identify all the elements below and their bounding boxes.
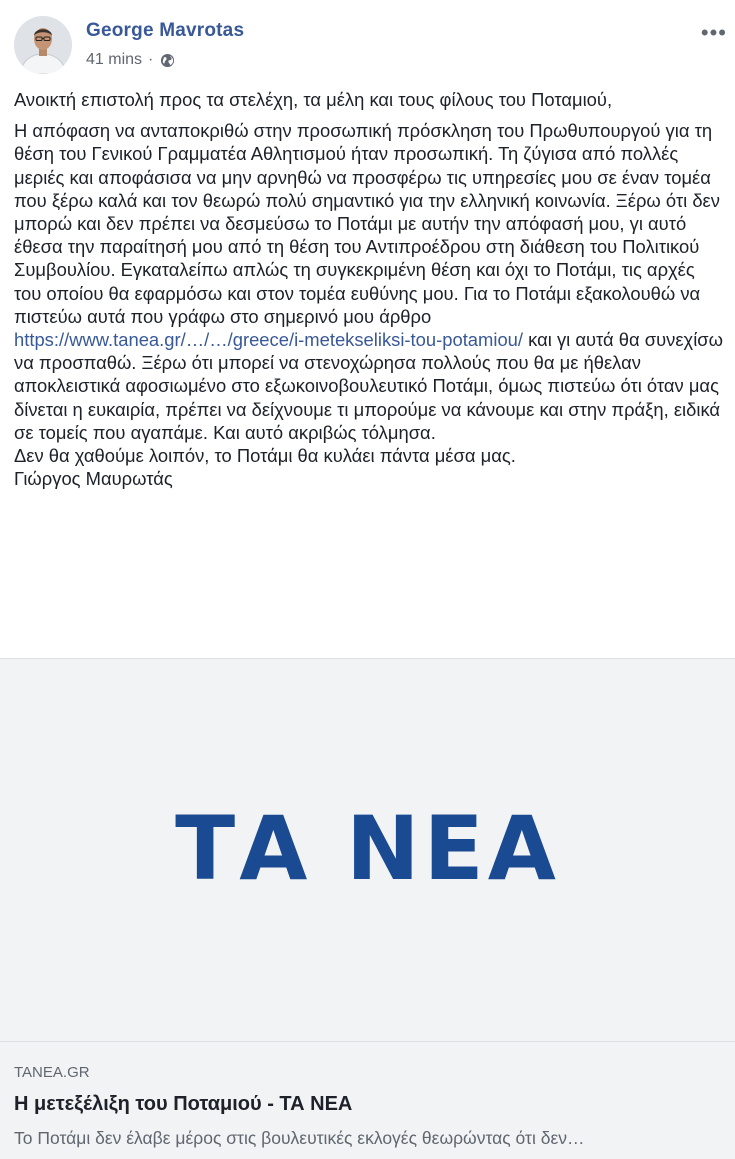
post-body-part-1: Η απόφαση να ανταποκριθώ στην προσωπική πρόσκληση του Πρωθυπουργού για τη θέση του Γενικού Γραμματέα Αθλητισμού ήταν προσωπική. Τη ζύγισα από πολλές μεριές και αποφάσισα να μην αρνηθώ να προσφέρω τις υπηρεσίες μου σε έναν τομέα που ξέρω καλά και τον θεωρώ πολύ σημαντικό για την ελληνική κοινωνία. Ξέρω ότι δεν μπορώ και δεν πρέπει να δεσμεύσω το Ποτάμι με αυτήν την απόφασή μου, γι αυτό έθεσα την παραίτησή μου από τη θέση του Αντιπροέδρου στη διάθεση του Πολιτικού Συμβουλίου. Εγκαταλείπω απλώς τη συγκεκριμένη θέση και όχι το Ποτάμι, τις αρχές του οποίου θα εφαρμόσω και στον τομέα ευθύνης μου. Για το Ποτάμι εξακολουθώ να πιστεύω αυτά που γράφω στο σημερινό μου άρθρο xyxy=(14,120,720,327)
globe-icon[interactable] xyxy=(160,53,175,68)
link-domain: TANEA.GR xyxy=(14,1064,90,1081)
post-signature: Γιώργος Μαυρωτάς xyxy=(14,468,173,490)
more-options-icon[interactable]: ••• xyxy=(700,20,727,45)
post-closing: Δεν θα χαθούμε λοιπόν, το Ποτάμι θα κυλάει πάντα μέσα μας. xyxy=(14,445,516,467)
post-text xyxy=(14,88,726,490)
post-header xyxy=(0,0,735,90)
post-greeting: Ανοικτή επιστολή προς τα στελέχη, τα μέλη και τους φίλους του Ποταμιού, xyxy=(14,89,613,110)
post-body xyxy=(14,119,726,444)
link-preview-card[interactable] xyxy=(0,658,735,1158)
meta-separator: · xyxy=(148,51,154,68)
link-preview-image[interactable] xyxy=(0,659,735,1041)
avatar[interactable] xyxy=(14,16,72,74)
ta-nea-logo: ΤΑ ΝΕΑ xyxy=(175,797,560,900)
link-title[interactable]: Η μετεξέλιξη του Ποταμιού - ΤΑ ΝΕΑ xyxy=(14,1093,353,1115)
link-description: Το Ποτάμι δεν έλαβε μέρος στις βουλευτικές εκλογές θεωρώντας ότι δεν… xyxy=(14,1128,585,1148)
post-meta xyxy=(86,51,175,69)
post-body-part-2: και γι αυτά θα συνεχίσω να προσπαθώ. Ξέρω ότι μπορεί να στενοχώρησα πολλούς που θα με ήθελαν αποκλειστικά αφοσιωμένο στο εξωκοινοβουλευτικό Ποτάμι, όμως πιστεύω ότι όταν μας δίνεται η ευκαιρία, πρέπει να δείχνουμε τι μπορούμε να κάνουμε και στην πράξη, ειδικά σε τομείς που αγαπάμε. Και αυτό ακριβώς τόλμησα. xyxy=(14,329,723,443)
post-time[interactable]: 41 mins xyxy=(86,51,143,68)
author-name[interactable]: George Mavrotas xyxy=(86,20,245,41)
link-preview-info[interactable] xyxy=(0,1041,735,1159)
article-link[interactable]: https://www.tanea.gr/…/…/greece/i-metekseliksi-tou-potamiou/ xyxy=(14,329,524,351)
